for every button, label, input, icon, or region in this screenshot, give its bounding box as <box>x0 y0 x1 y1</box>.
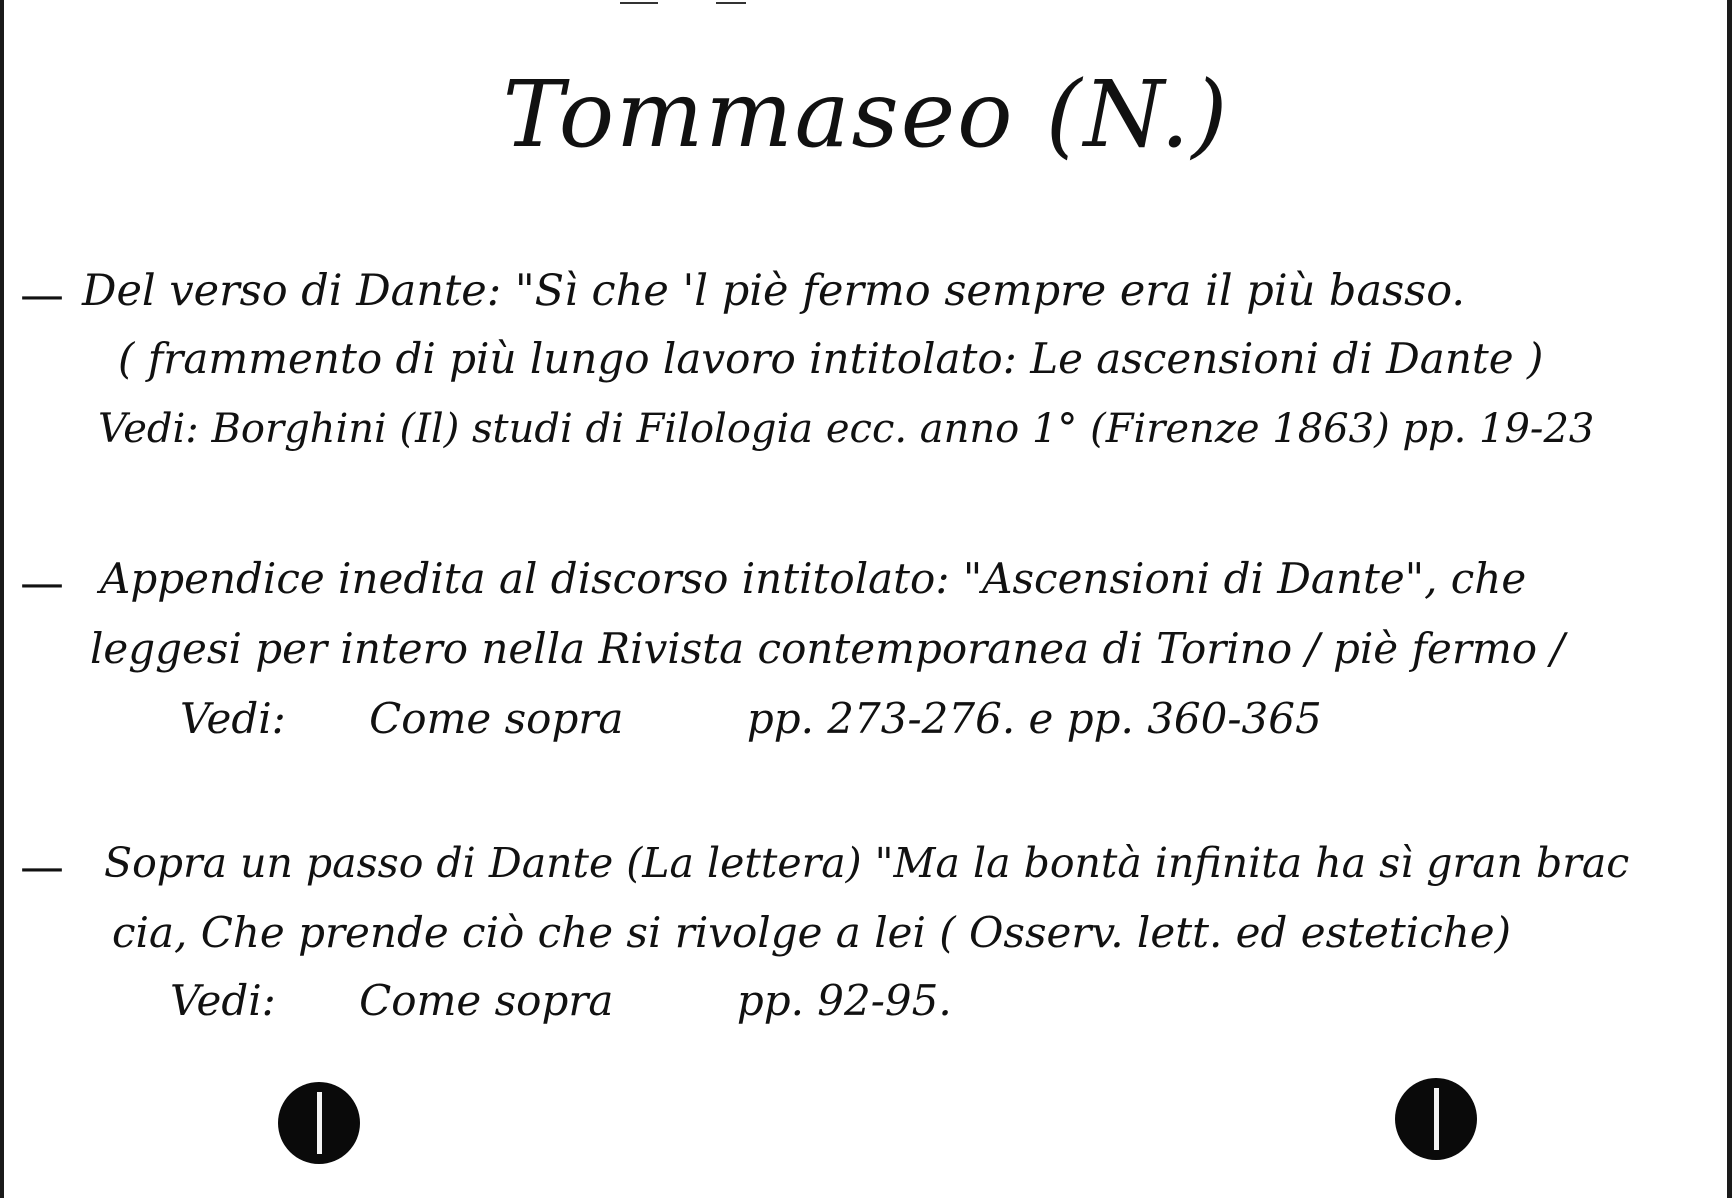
entry-line: leggesi per intero nella Rivista contemporanea di Torino / piè fermo / <box>90 624 1565 673</box>
top-mark <box>716 2 746 4</box>
top-mark <box>620 2 658 4</box>
card-right-edge <box>1727 0 1732 1198</box>
vedi-label: Vedi: <box>170 976 276 1025</box>
reference-pages: pp. 92-95. <box>736 976 952 1025</box>
entry-reference <box>180 690 1322 748</box>
entry-line: ( frammento di più lungo lavoro intitolato: Le ascensioni di Dante ) <box>118 334 1544 383</box>
entry-reference <box>170 972 952 1030</box>
reference-source: Come sopra <box>369 694 624 743</box>
punch-hole <box>1395 1078 1477 1160</box>
vedi-label: Vedi: <box>180 694 286 743</box>
entry-line: Appendice inedita al discorso intitolato: "Ascensioni di Dante", che <box>100 554 1527 603</box>
punch-hole <box>278 1082 360 1164</box>
entry-line: Del verso di Dante: "Sì che 'l piè fermo sempre era il più basso. <box>82 266 1466 316</box>
entry-line: Sopra un passo di Dante (La lettera) "Ma la bontà infinita ha sì gran brac <box>104 839 1630 887</box>
card-left-edge <box>0 0 4 1198</box>
entry-dash: — <box>20 558 64 609</box>
reference-source: Come sopra <box>359 976 614 1025</box>
card-title: Tommaseo (N.) <box>502 61 1230 168</box>
entry-dash: — <box>20 270 64 321</box>
entry-reference: Vedi: Borghini (Il) studi di Filologia ecc. anno 1° (Firenze 1863) pp. 19-23 <box>98 406 1595 452</box>
entry-dash: — <box>20 842 64 893</box>
entry-line: cia, Che prende ciò che si rivolge a lei ( Osserv. lett. ed estetiche) <box>112 908 1512 957</box>
reference-pages: pp. 273-276. e pp. 360-365 <box>746 694 1322 743</box>
